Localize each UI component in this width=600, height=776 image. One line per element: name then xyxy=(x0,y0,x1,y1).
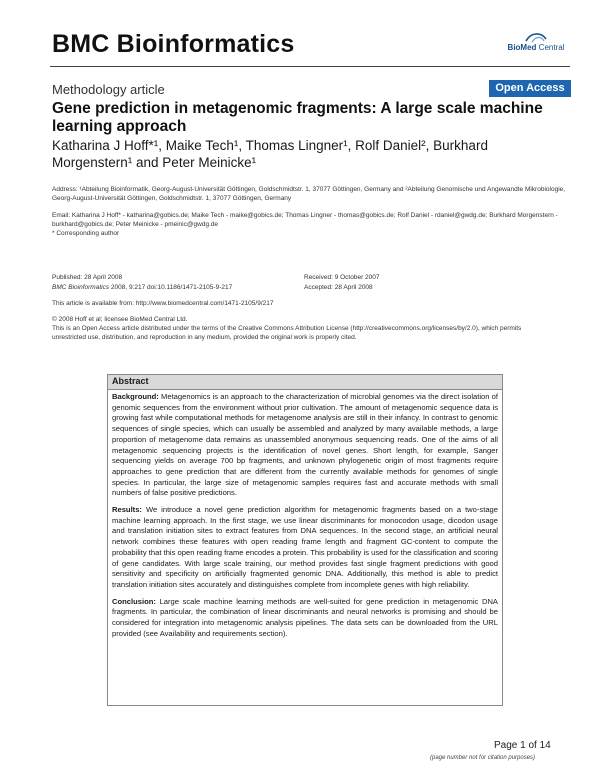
accepted-date: Accepted: 28 April 2008 xyxy=(304,284,373,291)
abstract-background xyxy=(112,392,498,499)
open-access-badge: Open Access xyxy=(489,80,571,97)
page-number: Page 1 of 14 xyxy=(494,740,551,751)
abstract-body xyxy=(112,392,498,645)
abstract-header xyxy=(108,375,502,390)
citation-journal: BMC Bioinformatics xyxy=(52,284,110,291)
citation xyxy=(52,284,292,293)
publisher-swirl-icon xyxy=(503,30,569,44)
license-text: This is an Open Access article distributed under the terms of the Creative Commons Attribution License (http://creativecommons.org/licenses/by/2.0), which permits unrestricted use, distribution, and reproduction in any medium, provided the original work is properly cited. xyxy=(52,325,522,341)
author-emails: Email: Katharina J Hoff* - katharina@gobics.de; Maike Tech - maike@gobics.de; Thomas Lingner - thomas@gobics.de; Rolf Daniel - rdaniel@gwdg.de; Burkhard Morgenstern - burkhard@gobics.de; Peter Meinicke - pmeinic@gwdg.de xyxy=(52,212,558,228)
publication-info xyxy=(52,274,292,294)
submission-info xyxy=(304,274,504,294)
article-title: Gene prediction in metagenomic fragments: A large scale machine learning approach xyxy=(52,100,543,135)
results-text: We introduce a novel gene prediction algorithm for metagenomic fragments based on a two-stage machine learning approach. In the first stage, we use linear discriminants for monocodon usage, dicodon usage and translation initiation sites to extract features from DNA sequences. In the second stage, an artificial neural network combines these features with open reading frame length and fragment GC-content to compute the probability that this open reading frame encodes a protein. This probability is used for the classification and scoring of gene candidates. With large scale training, our method provides fast single fragment predictions with good sensitivity and specificity on artificially fragmented genomic DNA. Additionally, this method is able to predict translation initiation sites accurately and distinguishes complete from incomplete genes with high reliability. xyxy=(112,505,498,589)
publisher-name-bio: BioMed xyxy=(507,43,537,52)
article-type: Methodology article xyxy=(52,82,165,97)
received-date: Received: 9 October 2007 xyxy=(304,274,380,281)
publisher-logo xyxy=(503,30,569,60)
author-list: Katharina J Hoff*¹, Maike Tech¹, Thomas Lingner¹, Rolf Daniel², Burkhard Morgenstern¹ and Peter Meinicke¹ xyxy=(52,138,488,170)
abstract-heading: Abstract xyxy=(112,376,149,386)
background-text: Metagenomics is an approach to the characterization of microbial genomes via the direct isolation of genomic sequences from the environment without prior cultivation. The amount of metagenomic sequence data is growing fast while computational methods for metagenome analysis are still in their infancy. In contrast to genomic sequences of single species, which can usually be assembled and analyzed by many available methods, a large proportion of metagenome data remains as unassembled anonymous sequencing reads. One of the aims of all metagenomic sequencing projects is the identification of novel genes. Short length, for example, Sanger sequencing yields on average 700 bp fragments, and unknown phylogenetic origin of most fragments require approaches to gene prediction that are different from the currently available methods for genomes of single species. In particular, the large size of metagenomic samples requires fast and accurate methods with small numbers of false positive predictions. xyxy=(112,392,498,498)
abstract-conclusion xyxy=(112,597,498,640)
copyright-line: © 2008 Hoff et al; licensee BioMed Central Ltd. xyxy=(52,316,188,323)
results-label: Results: xyxy=(112,505,142,515)
citation-rest: 2008, 9:217 doi:10.1186/1471-2105-9-217 xyxy=(109,284,233,291)
background-label: Background: xyxy=(112,392,159,401)
published-date: Published: 28 April 2008 xyxy=(52,274,123,281)
header-rule xyxy=(50,66,570,67)
article-url: This article is available from: http://www.biomedcentral.com/1471-2105/9/217 xyxy=(52,300,274,307)
conclusion-label: Conclusion: xyxy=(112,596,156,606)
abstract-box xyxy=(107,374,503,706)
author-address: Address: ¹Abteilung Bioinformatik, Georg-August-Universität Göttingen, Goldschmidtstr. 1, 37077 Göttingen, Germany and ²Abteilung Genomische und Angewandte Mikrobiologie, Georg-August-Universität Göttingen, Goldschmidtstr. 1, 37077 Göttingen, Germany xyxy=(52,186,566,202)
journal-title: BMC Bioinformatics xyxy=(52,30,295,58)
publisher-name xyxy=(503,43,569,52)
page-number-note: (page number not for citation purposes) xyxy=(430,755,536,761)
abstract-results xyxy=(112,505,498,591)
corresponding-note: * Corresponding author xyxy=(52,230,120,237)
publisher-name-tail: Central xyxy=(536,43,565,52)
conclusion-text: Large scale machine learning methods are well-suited for gene prediction in metagenomic DNA fragments. In particular, the combination of linear discriminants and neural networks is promising and should be considered for integration into metagenomic analysis pipelines. The data sets can be downloaded from the URL provided (see Availability and requirements section). xyxy=(112,596,498,638)
